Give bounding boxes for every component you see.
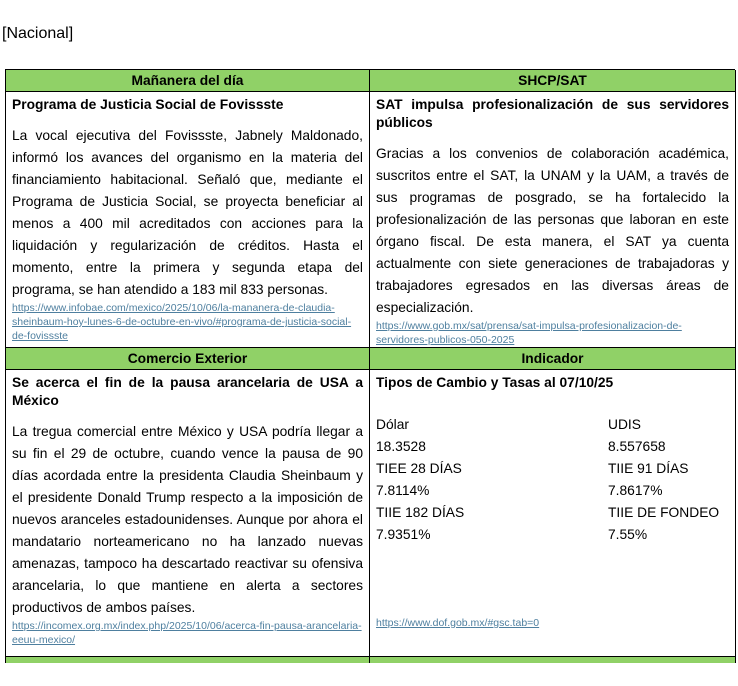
article-title: SAT impulsa profesionalización de sus servidores públicos xyxy=(376,97,729,130)
header-mananera: Mañanera del día xyxy=(6,70,370,92)
next-row-header-stub xyxy=(370,657,736,663)
article-title: Se acerca el fin de la pausa arancelaria de USA a México xyxy=(12,375,363,408)
news-table xyxy=(5,69,735,663)
article-mananera xyxy=(6,92,370,348)
indicator-value: 7.55% xyxy=(608,527,648,542)
page-title: [Nacional] xyxy=(2,25,74,42)
indicator-label: TIIE DE FONDEO xyxy=(608,505,720,520)
indicator-value: 8.557658 xyxy=(608,439,666,454)
next-row-header-stub xyxy=(6,657,370,663)
indicador-title: Tipos de Cambio y Tasas al 07/10/25 xyxy=(376,375,614,390)
indicator-value: 7.9351% xyxy=(376,527,431,542)
header-shcp-sat: SHCP/SAT xyxy=(370,70,736,92)
article-body: Gracias a los convenios de colaboración académica, suscritos entre el SAT, la UNAM y la UAM, a través de sus programas de posgrado, se ha fortalecido la profesionalización de las personas que laboran en este órgano fiscal. De esta manera, el SAT ya cuenta actualmente con siete generaciones de trabajadoras y trabajadores egresados en las diversas áreas de especialización. xyxy=(376,146,729,315)
indicator-label: TIEE 28 DÍAS xyxy=(376,461,462,476)
article-title: Programa de Justicia Social de Fovissste xyxy=(12,97,284,112)
indicator-label: UDIS xyxy=(608,417,641,432)
article-link[interactable]: https://www.gob.mx/sat/prensa/sat-impulsa-profesionalizacion-de-servidores-publicos-050-2025 xyxy=(376,320,682,346)
article-body: La tregua comercial entre México y USA podría llegar a su fin el 29 de octubre, cuando vence la pausa de 90 días acordada entre la presidenta Claudia Sheinbaum y el presidente Donald Trump respecto a la imposición de nuevos aranceles estadounidenses. Aunque por ahora el mandatario norteamericano no ha lanzado nuevas amenazas, tampoco ha descartado reactivar su ofensiva arancelaria, lo que mantiene en alerta a sectores productivos de ambos países. xyxy=(12,424,363,615)
indicator-value: 7.8114% xyxy=(376,483,430,498)
article-comercio-exterior xyxy=(6,370,370,657)
indicator-label: Dólar xyxy=(376,417,409,432)
indicator-value: 7.8617% xyxy=(608,483,663,498)
indicator-label: TIIE 91 DÍAS xyxy=(608,461,689,476)
indicator-value: 18.3528 xyxy=(376,439,426,454)
indicador-panel xyxy=(370,370,736,657)
article-link[interactable]: https://www.infobae.com/mexico/2025/10/06/la-mananera-de-claudia-sheinbaum-hoy-lunes-6-de-octubre-en-vivo/#programa-de-justicia-social-de-fovissste xyxy=(12,302,352,342)
header-indicador: Indicador xyxy=(370,348,736,370)
article-link[interactable]: https://incomex.org.mx/index.php/2025/10/06/acerca-fin-pausa-arancelaria-eeuu-mexico/ xyxy=(12,620,362,646)
header-comercio-exterior: Comercio Exterior xyxy=(6,348,370,370)
article-body: La vocal ejecutiva del Fovissste, Jabnely Maldonado, informó los avances del organismo en la materia del financiamiento habitacional. Señaló que, mediante el Programa de Justicia Social, se proyecta beneficiar al menos a 400 mil acreditados con acciones para la liquidación y regularización de créditos. Hasta el momento, entre la primera y segunda etapa del programa, se han atendido a 183 mil 833 personas. xyxy=(12,128,363,297)
article-shcp-sat xyxy=(370,92,736,348)
indicador-rows xyxy=(376,414,729,546)
indicador-link[interactable]: https://www.dof.gob.mx/#gsc.tab=0 xyxy=(376,617,540,629)
indicator-label: TIIE 182 DÍAS xyxy=(376,505,465,520)
